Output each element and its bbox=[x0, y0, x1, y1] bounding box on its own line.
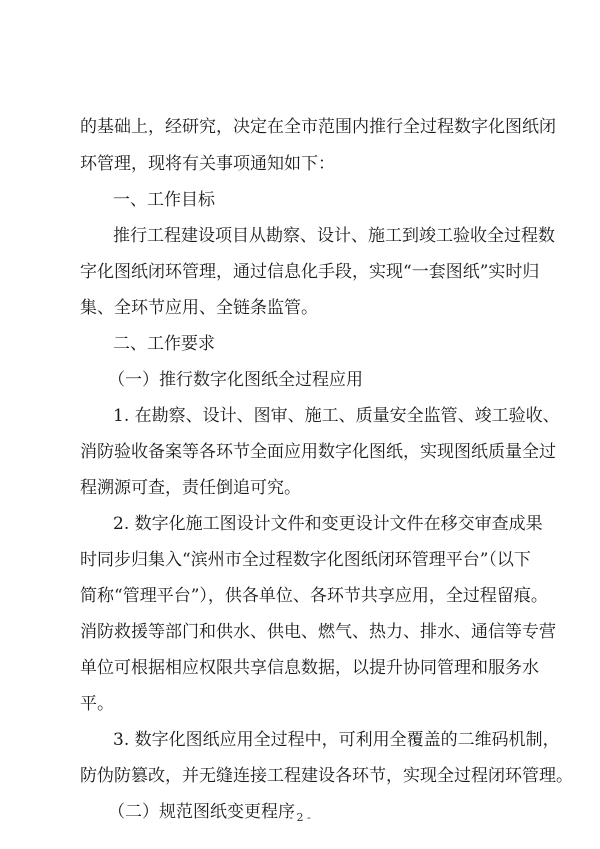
body-line: 程溯源可查，责任倒追可究。 bbox=[80, 478, 301, 498]
body-line: 3. 数字化图纸应用全过程中，可利用全覆盖的二维码机制， bbox=[113, 730, 560, 750]
body-line: 平。 bbox=[80, 694, 114, 714]
body-line: 推行工程建设项目从勘察、设计、施工到竣工验收全过程数 bbox=[113, 226, 555, 246]
subsection-heading: （一）推行数字化图纸全过程应用 bbox=[108, 370, 363, 390]
body-line: 1. 在勘察、设计、图审、施工、质量安全监管、竣工验收、 bbox=[113, 406, 560, 426]
body-line: 字化图纸闭环管理，通过信息化手段，实现“一套图纸”实时归 bbox=[80, 262, 540, 282]
body-line: 的基础上，经研究，决定在全市范围内推行全过程数字化图纸闭 bbox=[80, 117, 556, 137]
body-line: 时同步归集入“滨州市全过程数字化图纸闭环管理平台”（以下 bbox=[80, 550, 531, 570]
body-line: 消防救援等部门和供水、供电、燃气、热力、排水、通信等专营 bbox=[80, 622, 556, 642]
body-line: 集、全环节应用、全链条监管。 bbox=[80, 298, 318, 318]
section-heading: 二、工作要求 bbox=[113, 334, 215, 354]
body-line: 防伪防篡改，并无缝连接工程建设各环节，实现全过程闭环管理。 bbox=[80, 766, 573, 786]
body-line: 单位可根据相应权限共享信息数据，以提升协同管理和服务水 bbox=[80, 658, 539, 678]
body-line: 消防验收备案等各环节全面应用数字化图纸，实现图纸质量全过 bbox=[80, 442, 556, 462]
subsection-heading: （二）规范图纸变更程序 bbox=[108, 802, 295, 822]
section-heading: 一、工作目标 bbox=[113, 190, 215, 210]
body-line: 简称“管理平台”），供各单位、各环节共享应用，全过程留痕。 bbox=[80, 586, 548, 606]
body-line: 环管理，现将有关事项通知如下： bbox=[80, 154, 335, 174]
page-number: - 2 - bbox=[289, 811, 311, 824]
body-line: 2. 数字化施工图设计文件和变更设计文件在移交审查成果 bbox=[113, 514, 543, 534]
